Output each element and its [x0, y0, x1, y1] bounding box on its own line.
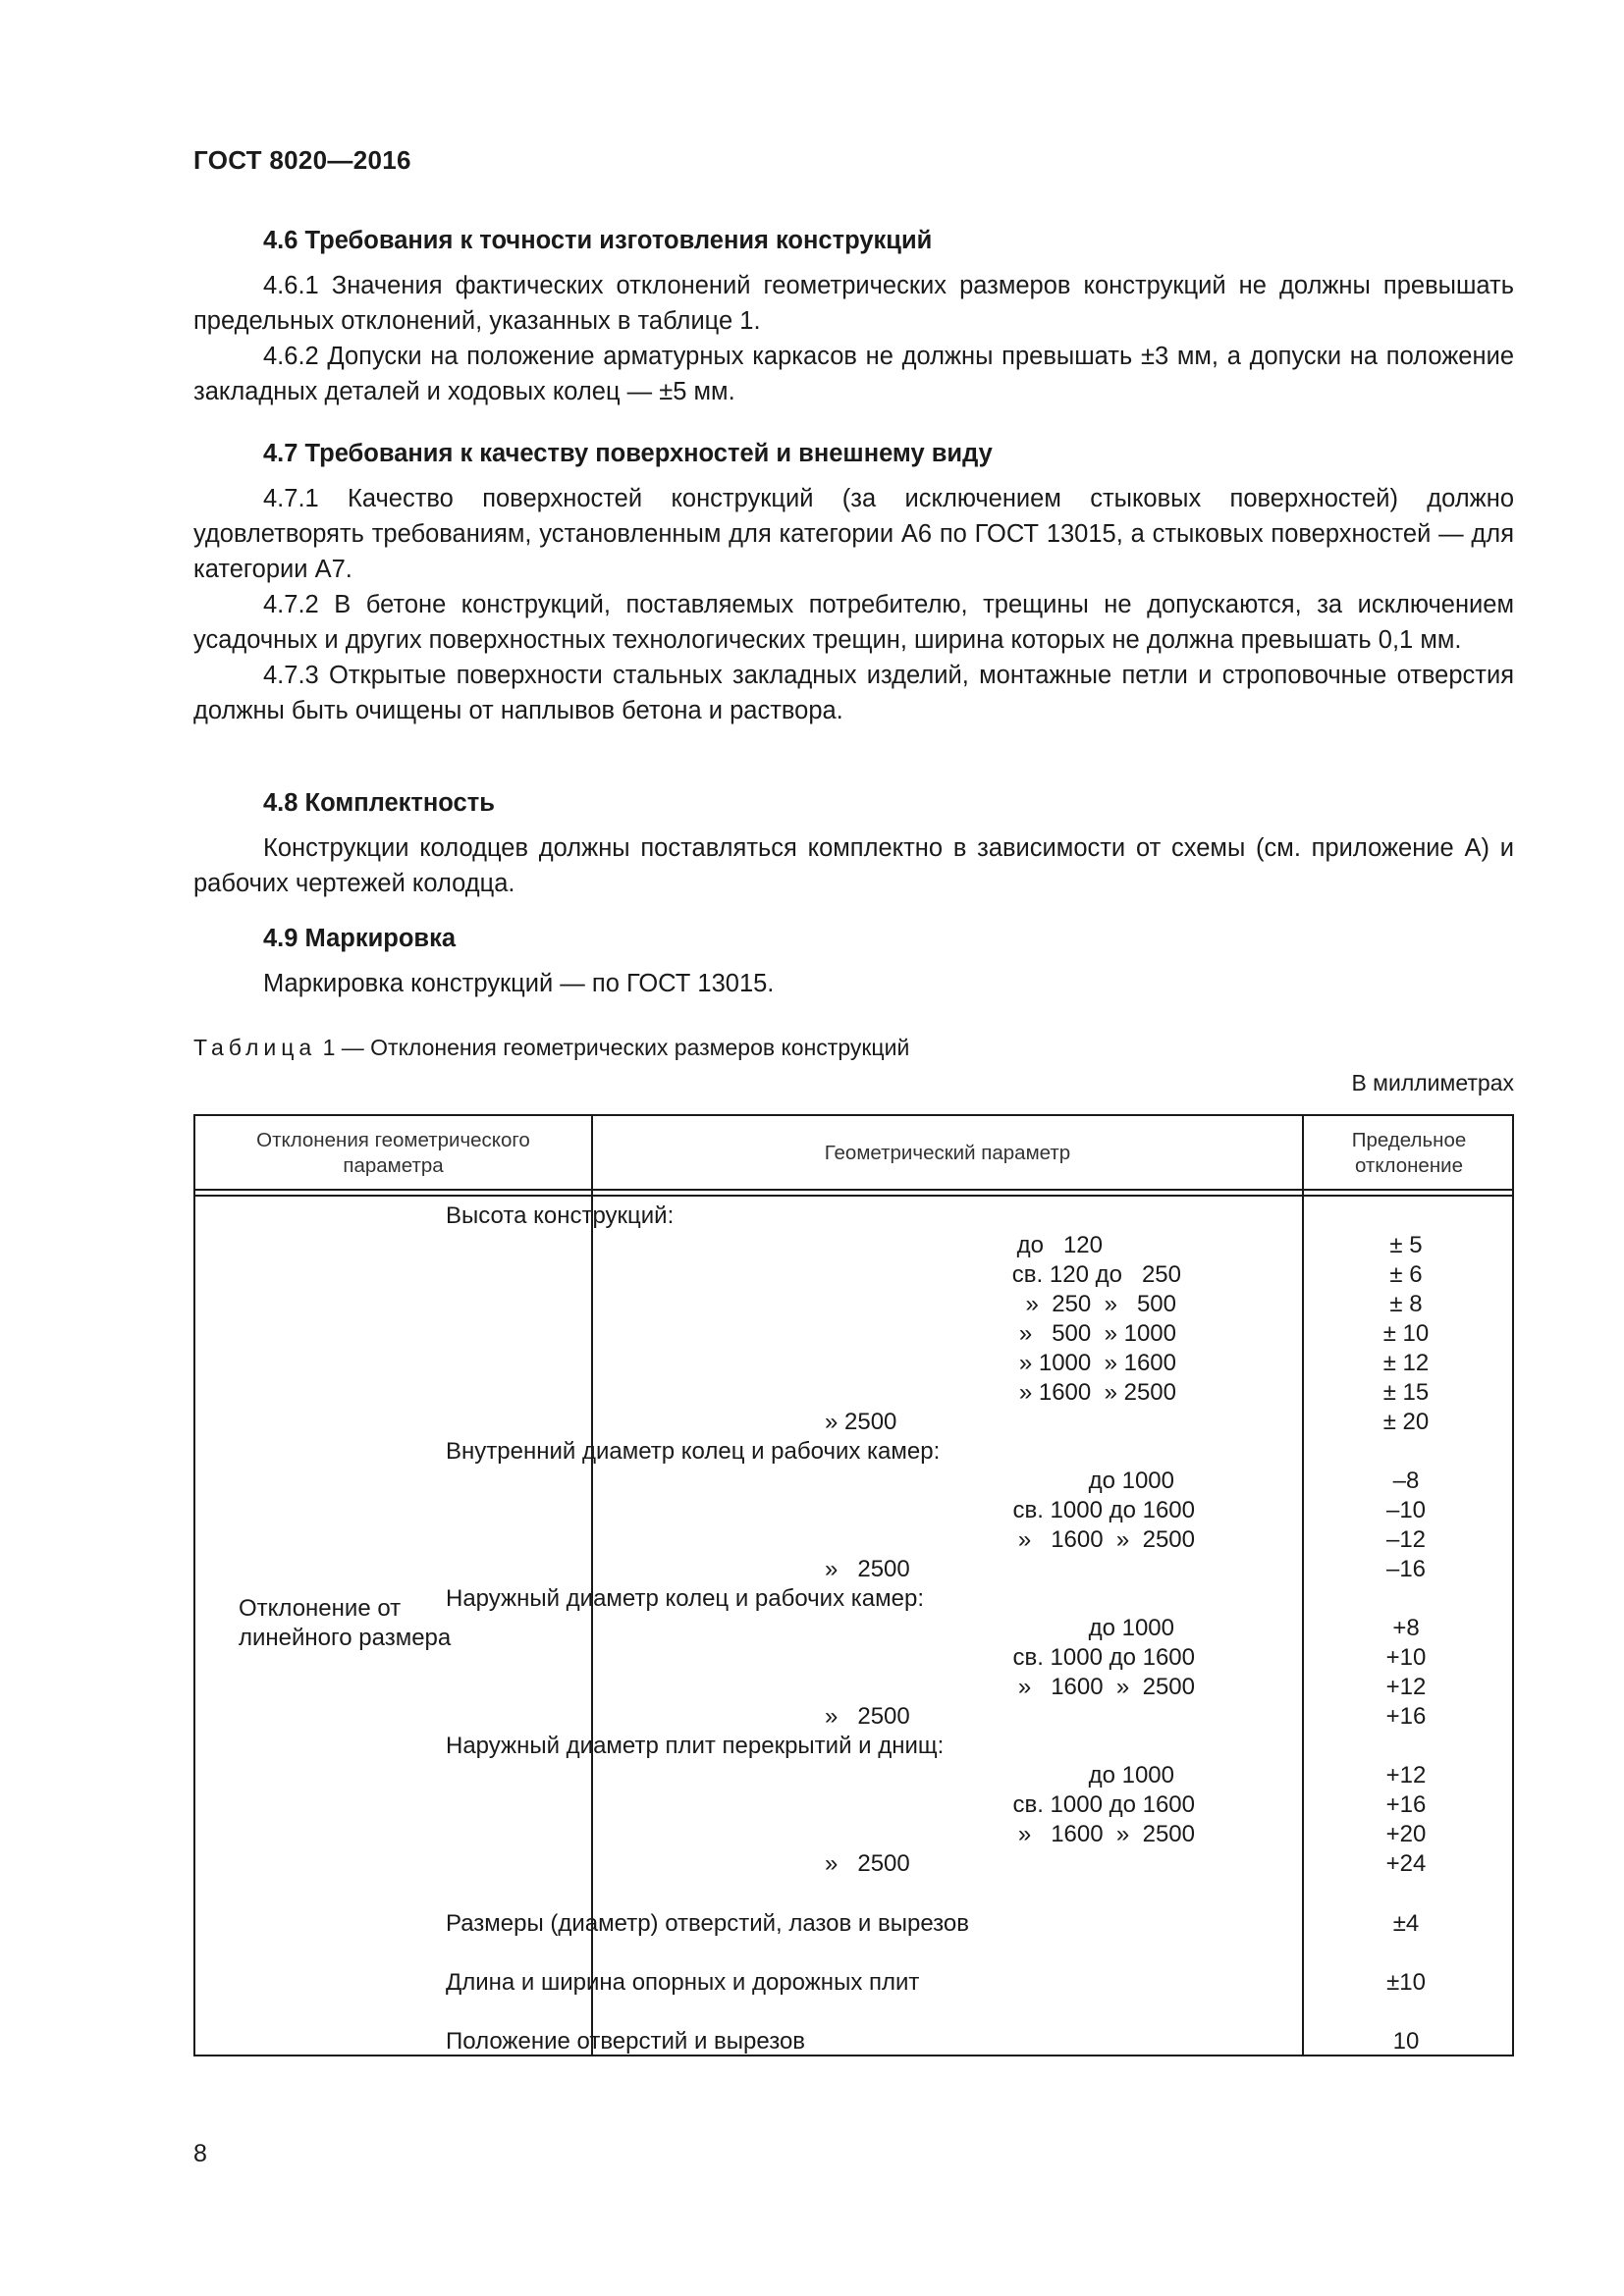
table-row — [195, 1497, 1512, 1526]
table-row — [195, 1969, 1512, 1999]
table-row — [195, 2028, 1512, 2057]
table-row — [195, 1526, 1512, 1556]
section-4-7 — [193, 436, 1514, 728]
row-tolerance-value: –8 — [1392, 1468, 1420, 1494]
table-row — [195, 1468, 1512, 1497]
table-row — [195, 1291, 1512, 1320]
table-row — [195, 1703, 1512, 1733]
paragraph-4-7-1: 4.7.1 Качество поверхностей конструкций (за исключением стыковых поверхностей) должно удовлетворять требованиям, установленным для категории А6 по ГОСТ 13015, а стыковых поверхностей — для категории А7. — [193, 485, 1514, 583]
row-tolerance-value: –10 — [1385, 1497, 1427, 1523]
paragraph-4-6-2: 4.6.2 Допуски на положение арматурных каркасов не должны превышать ±3 мм, а допуски на положение закладных деталей и ходовых колец — ±5 мм. — [193, 343, 1514, 405]
heading-4-6: 4.6 Требования к точности изготовления конструкций — [263, 227, 933, 254]
section-4-9 — [193, 921, 1514, 1001]
row-parameter: » 250 » 500 — [1025, 1291, 1176, 1317]
row-parameter: » 1600 » 2500 — [1017, 1526, 1195, 1553]
row-tolerance-value: +24 — [1385, 1850, 1427, 1877]
row-parameter: до 1000 — [1088, 1468, 1174, 1494]
table-rows — [195, 1202, 1512, 2057]
table-row — [195, 1910, 1512, 1940]
row-tolerance-value: ±4 — [1392, 1910, 1420, 1937]
row-parameter: » 500 » 1000 — [1018, 1320, 1176, 1347]
row-tolerance-value: +10 — [1385, 1644, 1427, 1671]
row-parameter: св. 120 до 250 — [1011, 1261, 1181, 1288]
table-row — [195, 1438, 1512, 1468]
row-parameter: Длина и ширина опорных и дорожных плит — [446, 1969, 920, 1996]
row-parameter: » 1000 » 1600 — [1018, 1350, 1176, 1376]
table-row — [195, 1202, 1512, 1232]
row-parameter: » 1600 » 2500 — [1017, 1821, 1195, 1847]
table-caption — [193, 1035, 909, 1061]
table-header-col3: Предельное отклонение — [1351, 1129, 1467, 1177]
table-row — [195, 1762, 1512, 1791]
row-parameter: » 2500 — [825, 1556, 910, 1582]
row-parameter: св. 1000 до 1600 — [1012, 1644, 1195, 1671]
table-row — [195, 1674, 1512, 1703]
paragraph-4-8: Конструкции колодцев должны поставляться комплектно в зависимости от схемы (см. приложение А) и рабочих чертежей колодца. — [193, 834, 1514, 897]
row-tolerance-value: 10 — [1392, 2028, 1420, 2055]
table-row — [195, 1379, 1512, 1409]
col1-value-line2: линейного размера — [239, 1625, 452, 1651]
page-number: 8 — [193, 2140, 207, 2167]
table-caption-title: 1 — Отклонения геометрических размеров конструкций — [316, 1035, 910, 1060]
row-parameter: до 1000 — [1088, 1615, 1174, 1641]
row-parameter: » 2500 — [825, 1409, 897, 1435]
paragraph-4-7-2: 4.7.2 В бетоне конструкций, поставляемых потребителю, трещины не допускаются, за исключением усадочных и других поверхностных технологических трещин, ширина которых не должна превышать 0,1 мм. — [193, 591, 1514, 654]
row-tolerance-value: +16 — [1385, 1791, 1427, 1818]
row-tolerance-value: ±10 — [1386, 1969, 1426, 1996]
row-parameter: » 2500 — [825, 1703, 910, 1730]
row-parameter: » 1600 » 2500 — [1018, 1379, 1176, 1406]
row-parameter: Высота конструкций: — [446, 1202, 675, 1229]
table-row — [195, 1791, 1512, 1821]
table-row — [195, 1733, 1512, 1762]
table-row — [195, 1850, 1512, 1880]
row-parameter: Внутренний диаметр колец и рабочих камер: — [446, 1438, 941, 1465]
table-row — [195, 1232, 1512, 1261]
row-tolerance-value: ± 15 — [1382, 1379, 1430, 1406]
row-tolerance-value: +20 — [1385, 1821, 1427, 1847]
row-tolerance-value: –16 — [1385, 1556, 1427, 1582]
row-tolerance-value: ± 5 — [1389, 1232, 1423, 1258]
document-code-header: ГОСТ 8020—2016 — [193, 145, 411, 175]
table-header-col1: Отклонения геометрического параметра — [256, 1129, 530, 1177]
table-row — [195, 1556, 1512, 1585]
table-header-col2: Геометрический параметр — [824, 1142, 1071, 1164]
row-tolerance-value: +12 — [1385, 1674, 1427, 1700]
section-4-8 — [193, 785, 1514, 901]
row-parameter: » 2500 — [825, 1850, 910, 1877]
table-row — [195, 1409, 1512, 1438]
row-parameter: Наружный диаметр плит перекрытий и днищ: — [446, 1733, 945, 1759]
row-tolerance-value: +12 — [1385, 1762, 1427, 1789]
heading-4-9: 4.9 Маркировка — [263, 925, 457, 952]
row-parameter: Наружный диаметр колец и рабочих камер: — [446, 1585, 924, 1612]
heading-4-7: 4.7 Требования к качеству поверхностей и внешнему виду — [263, 440, 993, 467]
row-parameter: св. 1000 до 1600 — [1012, 1791, 1195, 1818]
row-tolerance-value: ± 10 — [1382, 1320, 1430, 1347]
table-header-divider — [195, 1195, 1512, 1197]
paragraph-4-6-1: 4.6.1 Значения фактических отклонений геометрических размеров конструкций не должны превышать предельных отклонений, указанных в таблице 1. — [193, 272, 1514, 335]
row-tolerance-value: +8 — [1392, 1615, 1420, 1641]
row-tolerance-value: ± 8 — [1389, 1291, 1423, 1317]
col1-value-line1: Отклонение от — [239, 1595, 402, 1622]
row-tolerance-value: –12 — [1385, 1526, 1427, 1553]
table-row — [195, 1615, 1512, 1644]
row-parameter: до 1000 — [1088, 1762, 1174, 1789]
row-tolerance-value: ± 20 — [1382, 1409, 1430, 1435]
table-row — [195, 1261, 1512, 1291]
paragraph-4-7-3: 4.7.3 Открытые поверхности стальных закладных изделий, монтажные петли и строповочные отверстия должны быть очищены от наплывов бетона и раствора. — [193, 662, 1514, 724]
table-caption-word: Таблица — [193, 1035, 317, 1060]
paragraph-4-9: Маркировка конструкций — по ГОСТ 13015. — [263, 970, 775, 997]
row-parameter: Положение отверстий и вырезов — [446, 2028, 806, 2055]
row-parameter: до 120 — [1016, 1232, 1103, 1258]
row-parameter: св. 1000 до 1600 — [1012, 1497, 1195, 1523]
row-tolerance-value: ± 6 — [1389, 1261, 1423, 1288]
table-row — [195, 1821, 1512, 1850]
row-parameter: Размеры (диаметр) отверстий, лазов и вырезов — [446, 1910, 969, 1937]
row-tolerance-value: +16 — [1385, 1703, 1427, 1730]
table-row — [195, 1644, 1512, 1674]
heading-4-8: 4.8 Комплектность — [263, 789, 495, 817]
row-parameter: » 1600 » 2500 — [1017, 1674, 1195, 1700]
table-row — [195, 1350, 1512, 1379]
row-tolerance-value: ± 12 — [1382, 1350, 1430, 1376]
section-4-6 — [193, 223, 1514, 409]
table-row — [195, 1320, 1512, 1350]
table-row — [195, 1585, 1512, 1615]
table-units: В миллиметрах — [1351, 1070, 1514, 1095]
deviations-table — [193, 1114, 1514, 2056]
